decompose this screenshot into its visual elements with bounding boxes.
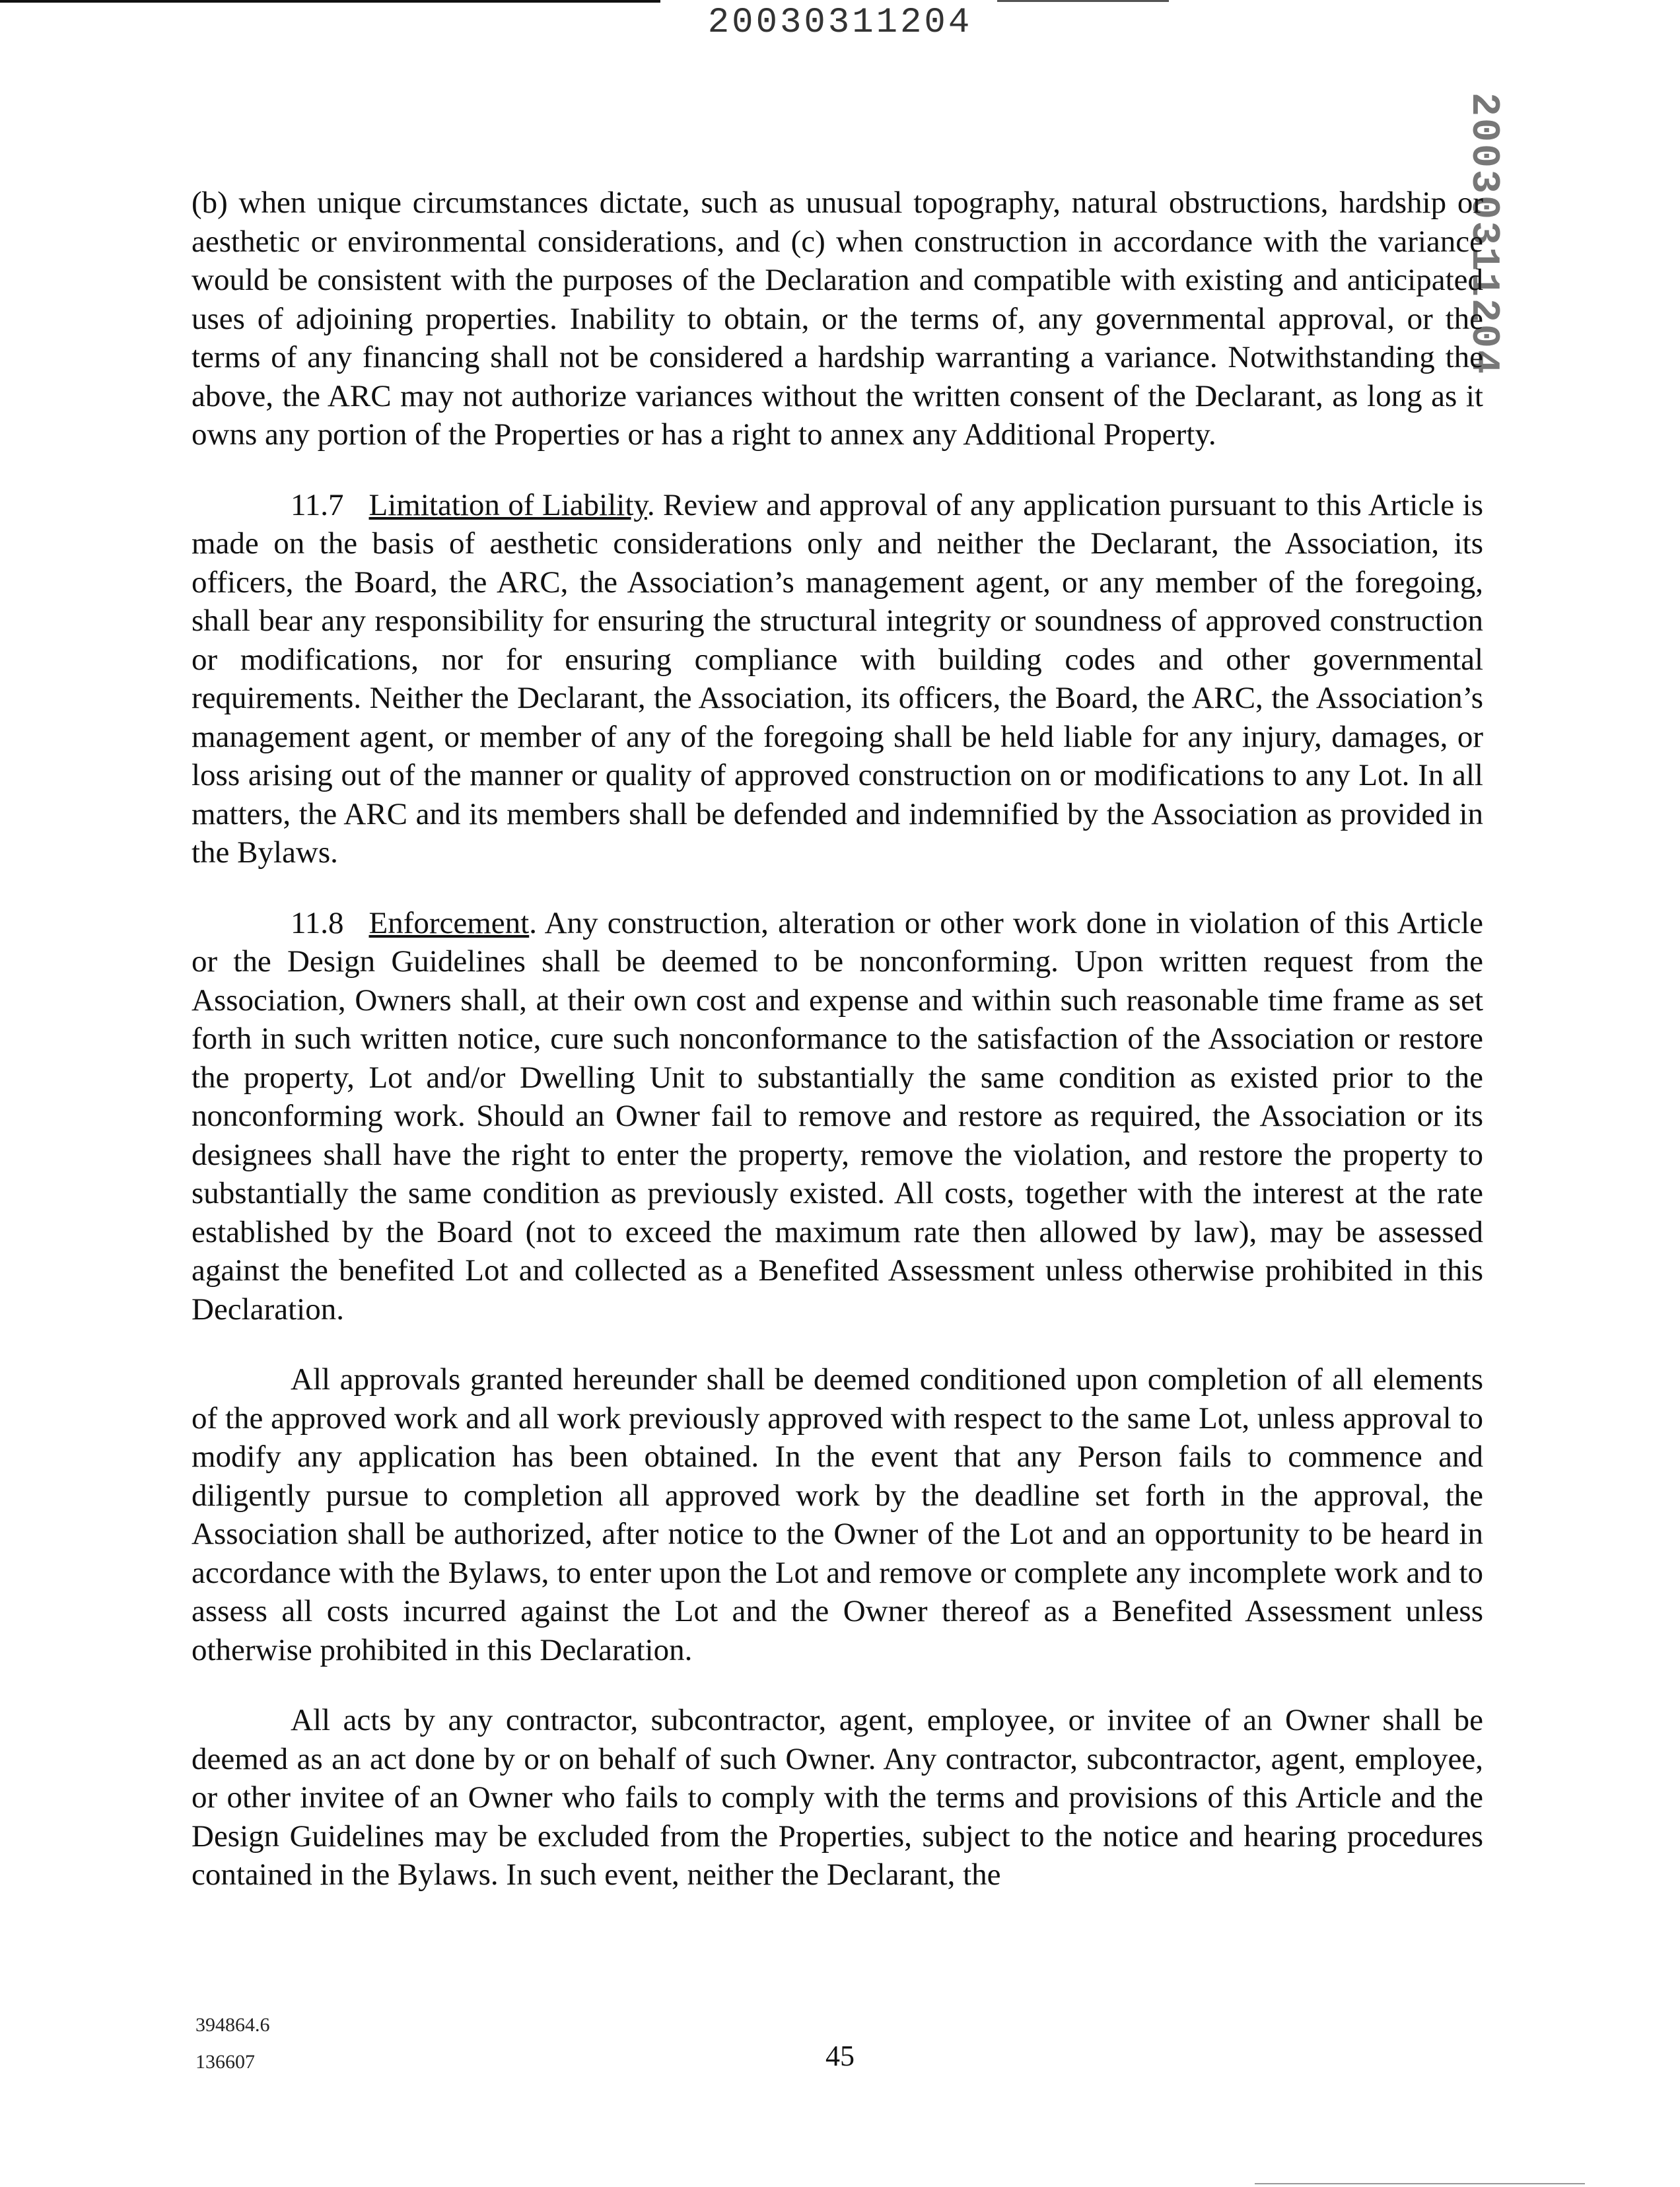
paragraph-approvals: All approvals granted hereunder shall be deemed conditioned upon completion of all elements of the approved work and all work previously approved with respect to the same Lot, unless approval to modify any application has been obtained. In the event that any Person fails to commence and diligently pursue to completion all approved work by the deadline set forth in the approval, the Association shall be authorized, after notice to the Owner of the Lot and an opportunity to be heard in accordance with the Bylaws, to enter upon the Lot and remove or complete any incomplete work and to assess all costs incurred against the Lot and the Owner thereof as a Benefited Assessment unless otherwise prohibited in this Declaration. (192, 1362, 1483, 1667)
section-text: . Review and approval of any application pursuant to this Article is made on the basis of aesthetic considerations only and neither the Declarant, the Association, its officers, the Board, the ARC, the Association’s management agent, or any member of the foregoing, shall bear any responsibility for ensuring the structural integrity or soundness of approved construction or modifications, nor for ensuring compliance with building codes and other governmental requirements. Neither the Declarant, the Association, its officers, the Board, the ARC, the Association’s management agent, or member of any of the foregoing shall be held liable for any injury, damages, or loss arising out of the manner or quality of approved construction on or modifications to any Lot. In all matters, the ARC and its members shall be defended and indemnified by the Association as provided in the Bylaws. (192, 487, 1483, 870)
page-number: 45 (825, 2040, 855, 2072)
paragraph-contractor-acts: All acts by any contractor, subcontractor, agent, employee, or invitee of an Owner shall be deemed as an act done by or on behalf of such Owner. Any contractor, subcontractor, agent, employee, or other invitee of an Owner who fails to comply with the terms and provisions of this Article and the Design Guidelines may be excluded from the Properties, subject to the notice and hearing procedures contained in the Bylaws. In such event, neither the Declarant, the (192, 1703, 1483, 1892)
paragraph-variance-continued: (b) when unique circumstances dictate, such as unusual topography, natural obstructions, hardship or aesthetic or environmental considerations, and (c) when construction in accordance with the variance would be consistent with the purposes of the Declaration and compatible with existing and anticipated uses of adjoining properties. Inability to obtain, or the terms of, any governmental approval, or the terms of any financing shall not be considered a hardship warranting a variance. Notwithstanding the above, the ARC may not authorize variances without the written consent of the Declarant, as long as it owns any portion of the Properties or has a right to annex any Additional Property. (192, 186, 1483, 452)
section-number: 11.8 (291, 905, 344, 940)
document-number: 20030311204 (707, 3, 973, 43)
footer-ref-1: 394864.6 (195, 2014, 270, 2036)
section-11-7 (192, 486, 1483, 872)
side-stamp: 20030311204 (1461, 92, 1506, 376)
top-rule-right (997, 0, 1169, 2)
bottom-rule (1255, 2183, 1585, 2184)
section-text: . Any construction, alteration or other work done in violation of this Article or the Design Guidelines shall be deemed to be nonconforming. Upon written request from the Association, Owners shall, at their own cost and expense and within such reasonable time frame as set forth in such written notice, cure such nonconformance to the satisfaction of the Association or restore the property, Lot and/or Dwelling Unit to substantially the same condition as existed prior to the nonconforming work. Should an Owner fail to remove and restore as required, the Association or its designees shall have the right to enter the property, remove the violation, and restore the property to substantially the same condition as previously existed. All costs, together with the interest at the rate established by the Board (not to exceed the maximum rate then allowed by law), may be assessed against the benefited Lot and collected as a Benefited Assessment unless otherwise prohibited in this Declaration. (192, 905, 1483, 1327)
section-number: 11.7 (291, 487, 344, 522)
document-body (192, 184, 1483, 1926)
footer-ref-2: 136607 (195, 2051, 255, 2073)
section-heading: Enforcement (368, 905, 530, 940)
section-11-8 (192, 904, 1483, 1329)
section-heading: Limitation of Liability (368, 487, 647, 522)
